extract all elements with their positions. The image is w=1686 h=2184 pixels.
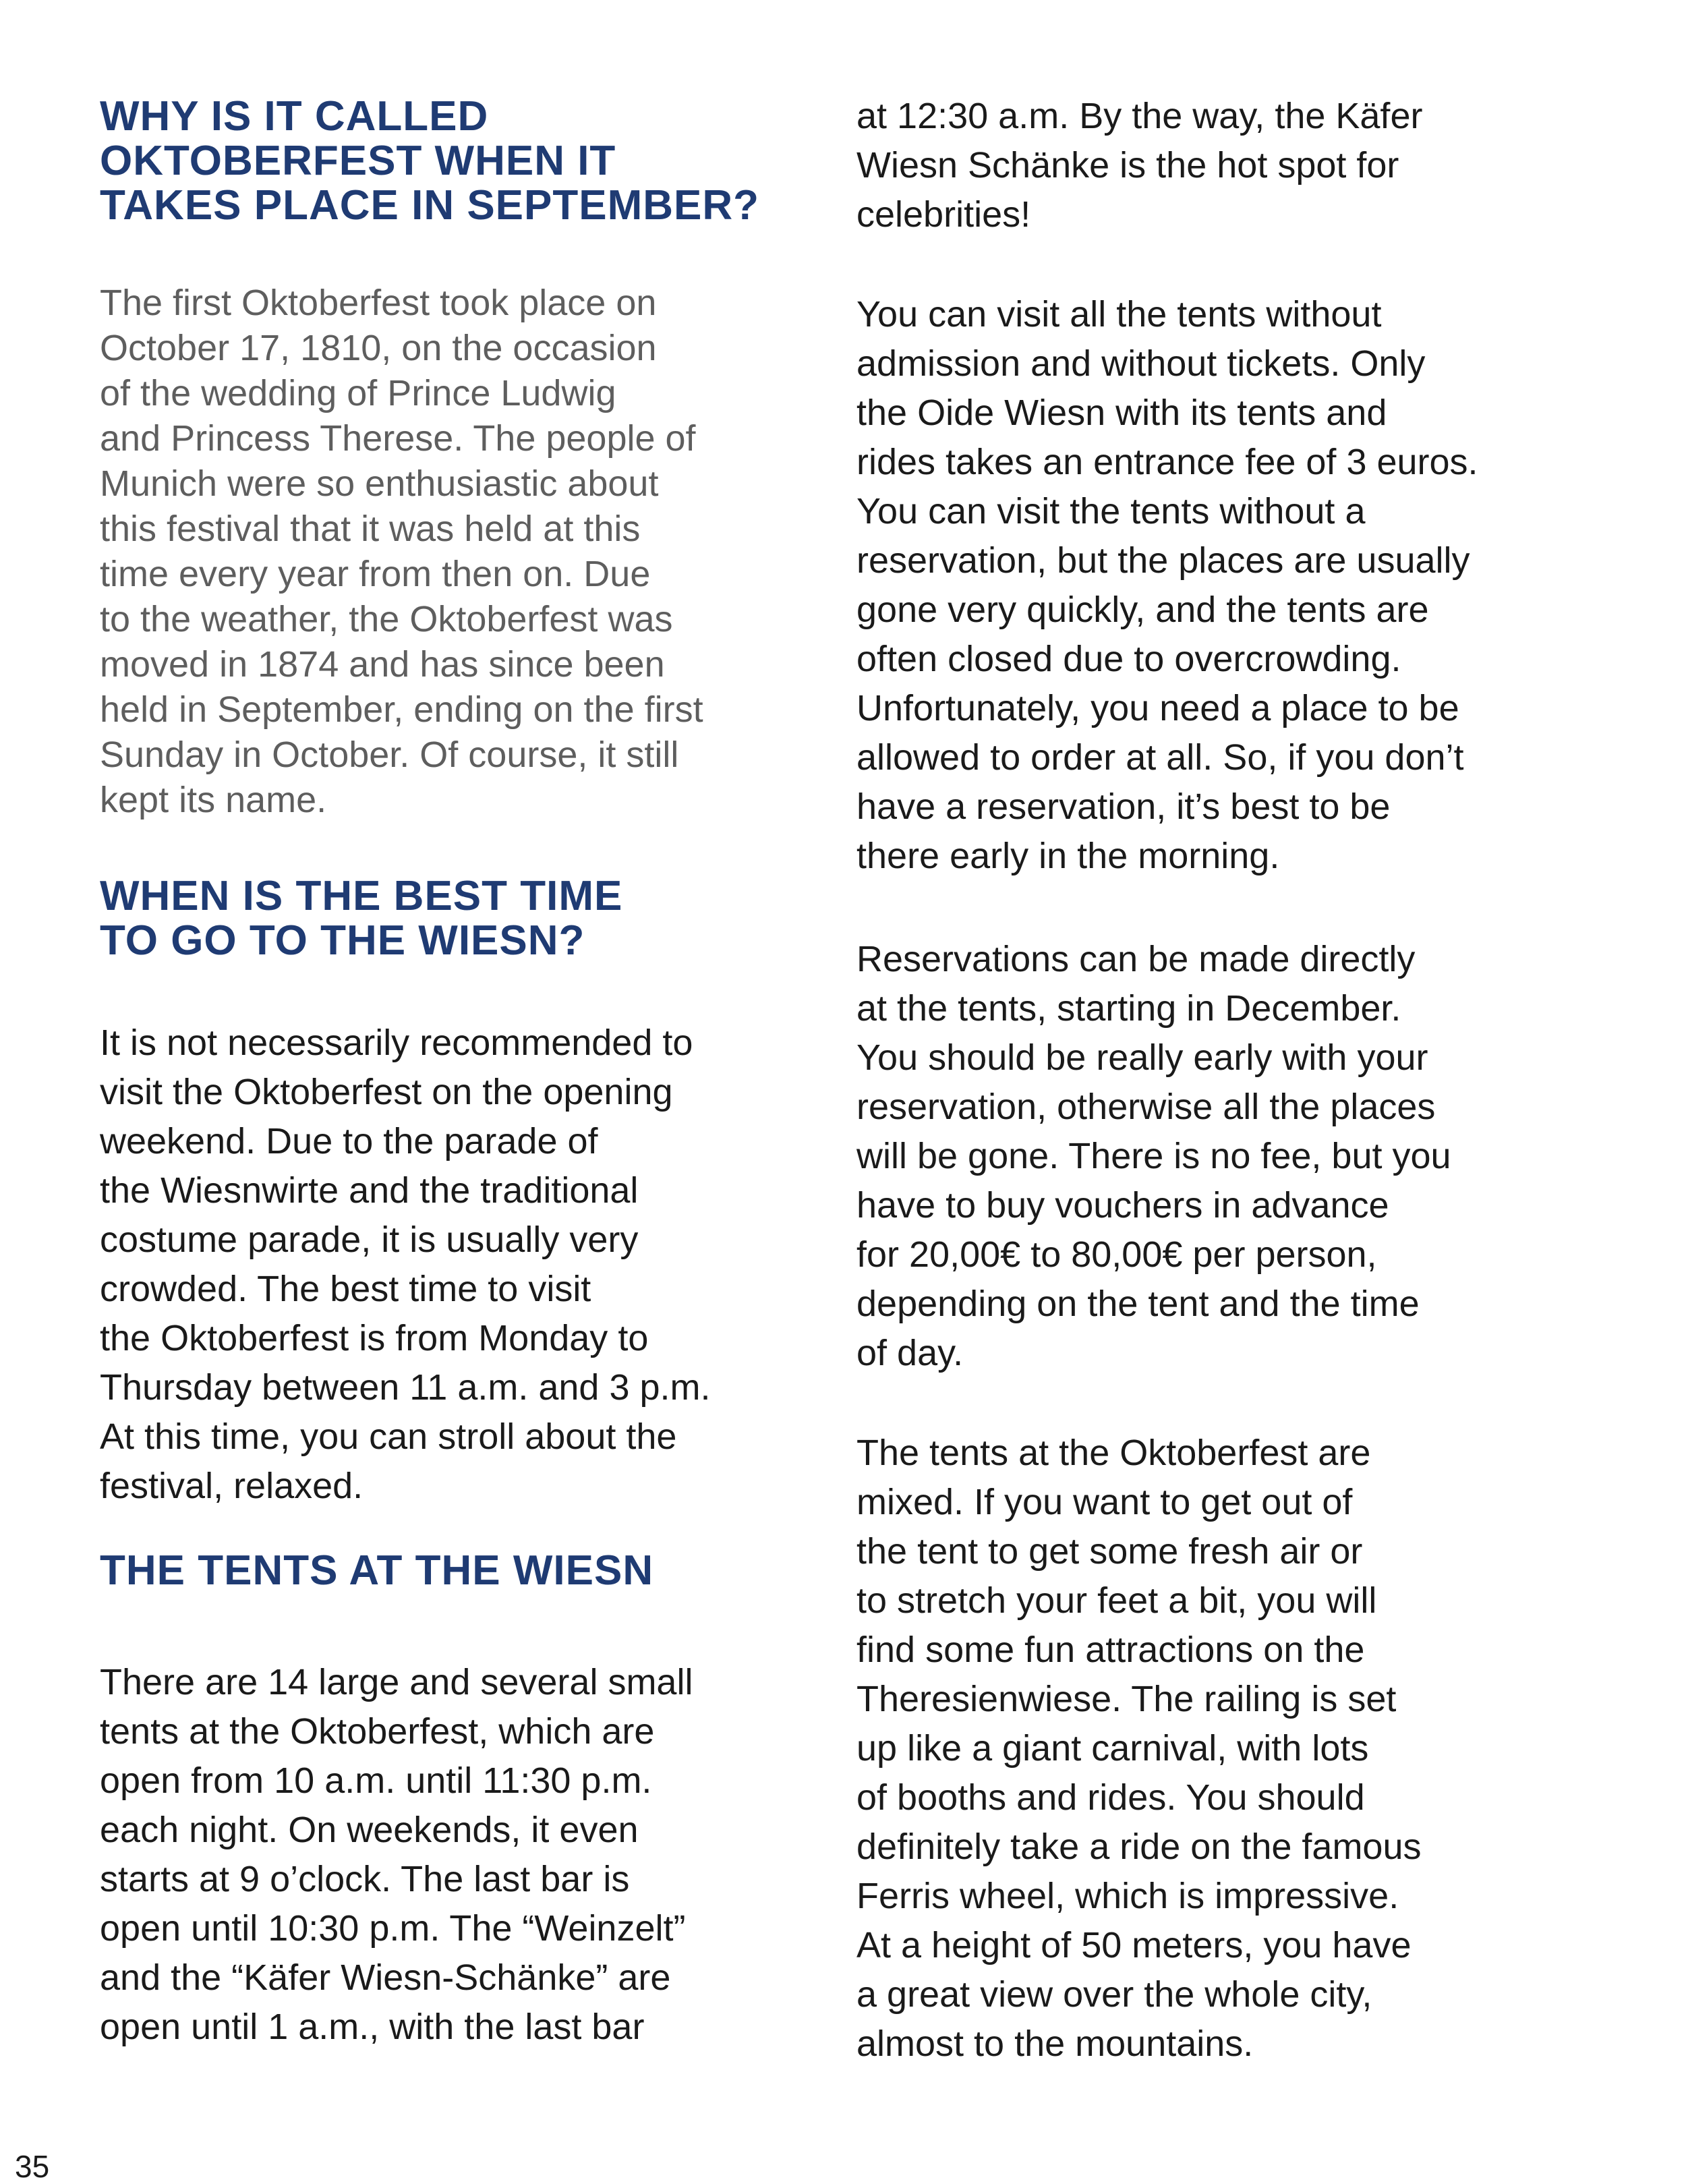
paragraph-admission: You can visit all the tents without admission and without tickets. Only the Oide Wiesn with its tents and rides takes an entrance fee of 3 euros. You can visit the tents without a reservation, but the places are usually gone very quickly, and the tents are often closed due to overcrowding. Unfortunately, you need a place to be allowed to order at all. So, if you don’t have a reservation, it’s best to be there early in the morning. <box>856 294 1478 876</box>
paragraph-attractions: The tents at the Oktoberfest are mixed. If you want to get out of the tent to get some fresh air or to stretch your feet a bit, you will find some fun attractions on the Theresienwiese. The railing is set up like a giant carnival, with lots of booths and rides. You should definitely take a ride on the famous Ferris wheel, which is impressive. At a height of 50 meters, you have a great view over the whole city, almost to the mountains. <box>856 1433 1422 2064</box>
page-number: 35 <box>15 2149 50 2184</box>
heading-why-called-oktoberfest: WHY IS IT CALLED OKTOBERFEST WHEN IT TAKES PLACE IN SEPTEMBER? <box>100 93 760 229</box>
heading-best-time: WHEN IS THE BEST TIME TO GO TO THE WIESN? <box>100 873 623 964</box>
paragraph-best-time: It is not necessarily recommended to visit the Oktoberfest on the opening weekend. Due to the parade of the Wiesnwirte and the traditional costume parade, it is usually very crowded. The best time to visit the Oktoberfest is from Monday to Thursday between 11 a.m. and 3 p.m. At this time, you can stroll about the festival, relaxed. <box>100 1023 711 1506</box>
paragraph-reservations: Reservations can be made directly at the tents, starting in December. You should be really early with your reservation, otherwise all the places will be gone. There is no fee, but you have to buy vouchers in advance for 20,00€ to 80,00€ per person, depending on the tent and the time of day. <box>856 939 1451 1373</box>
heading-tents: THE TENTS AT THE WIESN <box>100 1547 654 1594</box>
paragraph-tents-hours: There are 14 large and several small tents at the Oktoberfest, which are open from 10 a.m. until 11:30 p.m. each night. On weekends, it even starts at 9 o’clock. The last bar is open until 10:30 p.m. The “Weinzelt” and the “Käfer Wiesn-Schänke” are open until 1 a.m., with the last bar <box>100 1662 693 2047</box>
paragraph-tents-hours-continued: at 12:30 a.m. By the way, the Käfer Wiesn Schänke is the hot spot for celebrities! <box>856 96 1423 235</box>
paragraph-history: The first Oktoberfest took place on October 17, 1810, on the occasion of the wedding of Prince Ludwig and Princess Therese. The people of Munich were so enthusiastic about this festival that it was held at this time every year from then on. Due to the weather, the Oktoberfest was moved in 1874 and has since been held in September, ending on the first Sunday in October. Of course, it still kept its name. <box>100 283 703 820</box>
